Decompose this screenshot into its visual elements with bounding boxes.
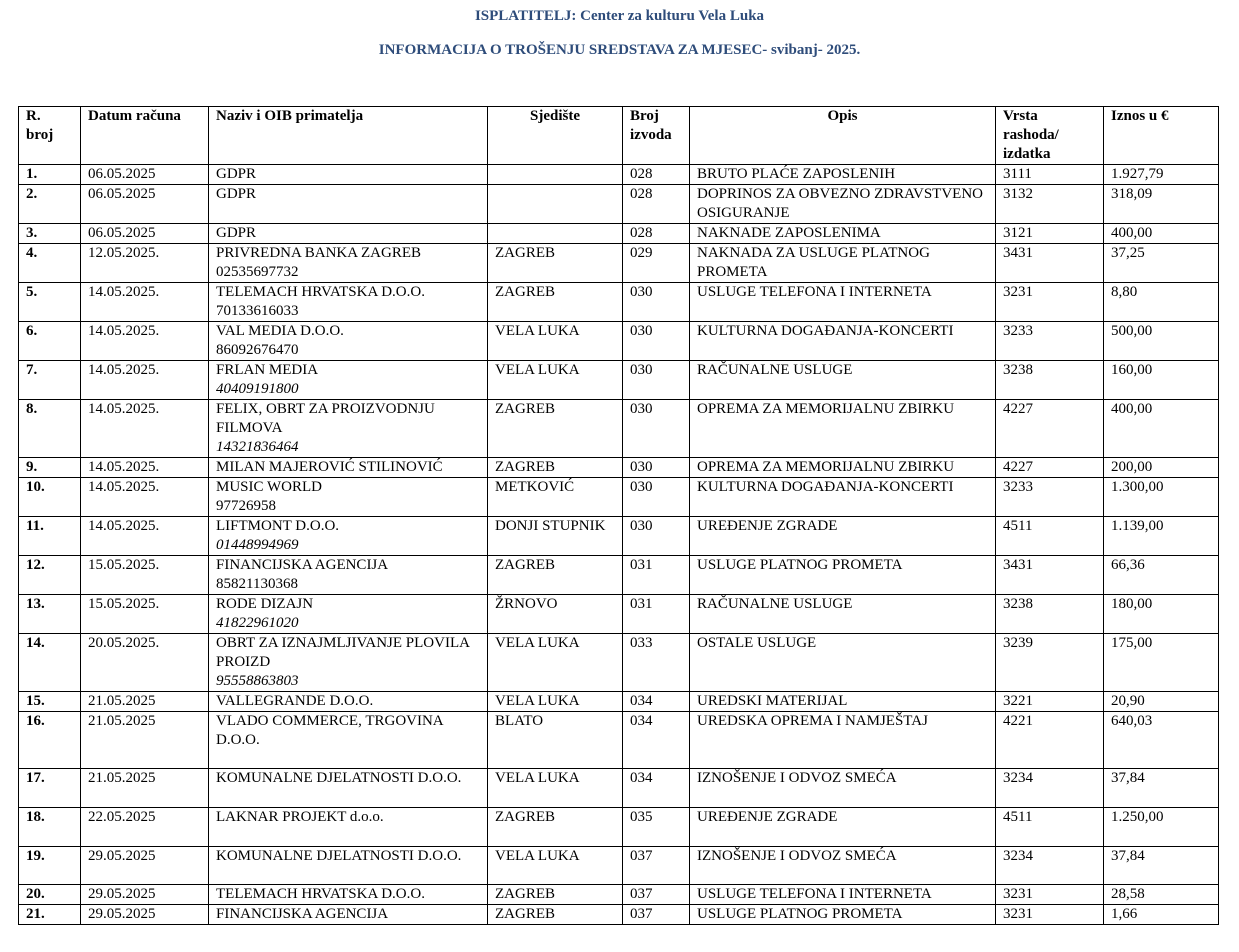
table-row	[19, 400, 1219, 458]
seat: ZAGREB	[488, 283, 623, 322]
row-number: 7.	[19, 361, 81, 400]
recipient-oib: 70133616033	[216, 303, 299, 319]
table-row	[19, 692, 1219, 712]
invoice-date: 20.05.2025.	[81, 634, 209, 692]
recipient-cell	[209, 322, 488, 361]
invoice-date: 14.05.2025.	[81, 478, 209, 517]
recipient-cell	[209, 692, 488, 712]
row-number: 17.	[19, 769, 81, 808]
invoice-date: 21.05.2025	[81, 692, 209, 712]
recipient-name: LIFTMONT D.O.O.	[216, 518, 340, 534]
row-number: 16.	[19, 712, 81, 769]
statement-number: 034	[623, 769, 690, 808]
seat: ZAGREB	[488, 885, 623, 905]
seat: VELA LUKA	[488, 634, 623, 692]
description: USLUGE TELEFONA I INTERNETA	[690, 283, 996, 322]
amount: 400,00	[1104, 400, 1219, 458]
statement-number: 037	[623, 905, 690, 925]
recipient-cell	[209, 165, 488, 185]
recipient-oib: 41822961020	[216, 615, 299, 631]
description: RAČUNALNE USLUGE	[690, 361, 996, 400]
recipient-cell	[209, 634, 488, 692]
statement-number: 029	[623, 244, 690, 283]
seat: VELA LUKA	[488, 692, 623, 712]
table-row	[19, 517, 1219, 556]
expense-type: 3231	[996, 885, 1104, 905]
recipient-cell	[209, 712, 488, 769]
description: USLUGE PLATNOG PROMETA	[690, 905, 996, 925]
expense-type: 4227	[996, 458, 1104, 478]
recipient-cell	[209, 885, 488, 905]
seat: VELA LUKA	[488, 847, 623, 885]
amount: 175,00	[1104, 634, 1219, 692]
table-row	[19, 244, 1219, 283]
expense-type: 3111	[996, 165, 1104, 185]
expense-type: 3431	[996, 556, 1104, 595]
amount: 1.300,00	[1104, 478, 1219, 517]
table-row	[19, 808, 1219, 847]
expense-type: 3221	[996, 692, 1104, 712]
statement-number: 030	[623, 458, 690, 478]
invoice-date: 06.05.2025	[81, 224, 209, 244]
description: DOPRINOS ZA OBVEZNO ZDRAVSTVENO OSIGURANJE	[690, 185, 996, 224]
recipient-oib: 40409191800	[216, 381, 299, 397]
recipient-cell	[209, 556, 488, 595]
col-header-rb: R. broj	[19, 107, 81, 165]
row-number: 18.	[19, 808, 81, 847]
table-row	[19, 634, 1219, 692]
recipient-cell	[209, 400, 488, 458]
seat: VELA LUKA	[488, 769, 623, 808]
col-header-seat: Sjedište	[488, 107, 623, 165]
invoice-date: 15.05.2025.	[81, 595, 209, 634]
recipient-name: PRIVREDNA BANKA ZAGREB	[216, 245, 422, 261]
recipient-name: FRLAN MEDIA	[216, 362, 319, 378]
recipient-cell	[209, 361, 488, 400]
table-header-row	[19, 107, 1219, 165]
recipient-cell	[209, 847, 488, 885]
invoice-date: 21.05.2025	[81, 769, 209, 808]
recipient-cell	[209, 283, 488, 322]
statement-number: 028	[623, 224, 690, 244]
expense-type: 3233	[996, 478, 1104, 517]
recipient-name: GDPR	[216, 186, 257, 202]
expense-type: 3121	[996, 224, 1104, 244]
seat: ZAGREB	[488, 458, 623, 478]
recipient-name: GDPR	[216, 166, 257, 182]
seat: ZAGREB	[488, 244, 623, 283]
row-number: 14.	[19, 634, 81, 692]
row-number: 9.	[19, 458, 81, 478]
row-number: 3.	[19, 224, 81, 244]
amount: 1.139,00	[1104, 517, 1219, 556]
col-header-statement: Broj izvoda	[623, 107, 690, 165]
recipient-cell	[209, 244, 488, 283]
statement-number: 030	[623, 400, 690, 458]
description: UREĐENJE ZGRADE	[690, 808, 996, 847]
recipient-oib: 86092676470	[216, 342, 299, 358]
expense-type: 3234	[996, 847, 1104, 885]
amount: 1.250,00	[1104, 808, 1219, 847]
row-number: 2.	[19, 185, 81, 224]
row-number: 8.	[19, 400, 81, 458]
recipient-cell	[209, 905, 488, 925]
amount: 66,36	[1104, 556, 1219, 595]
table-row	[19, 769, 1219, 808]
amount: 37,84	[1104, 769, 1219, 808]
expense-type: 4227	[996, 400, 1104, 458]
table-row	[19, 478, 1219, 517]
row-number: 13.	[19, 595, 81, 634]
seat	[488, 185, 623, 224]
amount: 200,00	[1104, 458, 1219, 478]
row-number: 10.	[19, 478, 81, 517]
description: NAKNADE ZAPOSLENIMA	[690, 224, 996, 244]
row-number: 4.	[19, 244, 81, 283]
invoice-date: 06.05.2025	[81, 185, 209, 224]
recipient-name: KOMUNALNE DJELATNOSTI D.O.O.	[216, 848, 462, 864]
recipient-cell	[209, 458, 488, 478]
statement-number: 028	[623, 185, 690, 224]
description: USLUGE PLATNOG PROMETA	[690, 556, 996, 595]
recipient-cell	[209, 595, 488, 634]
amount: 8,80	[1104, 283, 1219, 322]
statement-number: 030	[623, 322, 690, 361]
recipient-oib: 01448994969	[216, 537, 299, 553]
expense-type: 4221	[996, 712, 1104, 769]
expense-type: 3231	[996, 905, 1104, 925]
seat: ZAGREB	[488, 556, 623, 595]
description: KULTURNA DOGAĐANJA-KONCERTI	[690, 322, 996, 361]
recipient-name: FINANCIJSKA AGENCIJA	[216, 557, 389, 573]
seat: ZAGREB	[488, 905, 623, 925]
amount: 180,00	[1104, 595, 1219, 634]
table-row	[19, 361, 1219, 400]
description: OSTALE USLUGE	[690, 634, 996, 692]
invoice-date: 14.05.2025.	[81, 322, 209, 361]
description: OPREMA ZA MEMORIJALNU ZBIRKU	[690, 458, 996, 478]
invoice-date: 14.05.2025.	[81, 400, 209, 458]
amount: 37,84	[1104, 847, 1219, 885]
recipient-cell	[209, 517, 488, 556]
description: IZNOŠENJE I ODVOZ SMEĆA	[690, 769, 996, 808]
col-header-expense-type: Vrsta rashoda/ izdatka	[996, 107, 1104, 165]
recipient-oib: 85821130368	[216, 576, 298, 592]
row-number: 1.	[19, 165, 81, 185]
description: UREDSKI MATERIJAL	[690, 692, 996, 712]
col-header-description: Opis	[690, 107, 996, 165]
row-number: 12.	[19, 556, 81, 595]
recipient-cell	[209, 769, 488, 808]
description: USLUGE TELEFONA I INTERNETA	[690, 885, 996, 905]
invoice-date: 14.05.2025.	[81, 458, 209, 478]
statement-number: 030	[623, 478, 690, 517]
table-row	[19, 165, 1219, 185]
row-number: 5.	[19, 283, 81, 322]
recipient-name: TELEMACH HRVATSKA D.O.O.	[216, 284, 425, 300]
row-number: 11.	[19, 517, 81, 556]
recipient-name: VAL MEDIA D.O.O.	[216, 323, 344, 339]
invoice-date: 15.05.2025.	[81, 556, 209, 595]
statement-number: 030	[623, 517, 690, 556]
recipient-name: MUSIC WORLD	[216, 479, 322, 495]
recipient-name: RODE DIZAJN	[216, 596, 314, 612]
table-row	[19, 322, 1219, 361]
statement-number: 031	[623, 595, 690, 634]
description: NAKNADA ZA USLUGE PLATNOG PROMETA	[690, 244, 996, 283]
invoice-date: 22.05.2025	[81, 808, 209, 847]
invoice-date: 14.05.2025.	[81, 517, 209, 556]
amount: 37,25	[1104, 244, 1219, 283]
recipient-name: VLADO COMMERCE, TRGOVINA D.O.O.	[216, 713, 443, 748]
statement-number: 037	[623, 847, 690, 885]
expense-type: 4511	[996, 517, 1104, 556]
amount: 400,00	[1104, 224, 1219, 244]
recipient-name: LAKNAR PROJEKT d.o.o.	[216, 809, 384, 825]
amount: 318,09	[1104, 185, 1219, 224]
row-number: 6.	[19, 322, 81, 361]
statement-number: 034	[623, 692, 690, 712]
amount: 1.927,79	[1104, 165, 1219, 185]
expense-type: 3234	[996, 769, 1104, 808]
recipient-name: FELIX, OBRT ZA PROIZVODNJU FILMOVA	[216, 401, 435, 436]
expense-type: 3431	[996, 244, 1104, 283]
table-row	[19, 283, 1219, 322]
invoice-date: 29.05.2025	[81, 847, 209, 885]
row-number: 19.	[19, 847, 81, 885]
invoice-date: 21.05.2025	[81, 712, 209, 769]
description: BRUTO PLAĆE ZAPOSLENIH	[690, 165, 996, 185]
description: IZNOŠENJE I ODVOZ SMEĆA	[690, 847, 996, 885]
amount: 20,90	[1104, 692, 1219, 712]
recipient-name: OBRT ZA IZNAJMLJIVANJE PLOVILA PROIZD	[216, 635, 470, 670]
seat: ZAGREB	[488, 400, 623, 458]
statement-number: 028	[623, 165, 690, 185]
table-row	[19, 224, 1219, 244]
row-number: 20.	[19, 885, 81, 905]
expense-type: 3132	[996, 185, 1104, 224]
payer-title: ISPLATITELJ: Center za kulturu Vela Luka	[474, 8, 765, 24]
statement-number: 034	[623, 712, 690, 769]
table-row	[19, 185, 1219, 224]
seat: METKOVIĆ	[488, 478, 623, 517]
expenditure-table	[18, 106, 1219, 925]
seat: VELA LUKA	[488, 322, 623, 361]
table-body	[19, 165, 1219, 925]
recipient-name: TELEMACH HRVATSKA D.O.O.	[216, 886, 425, 902]
invoice-date: 14.05.2025.	[81, 361, 209, 400]
recipient-name: VALLEGRANDE D.O.O.	[216, 693, 374, 709]
recipient-oib: 02535697732	[216, 264, 299, 280]
seat: ŽRNOVO	[488, 595, 623, 634]
recipient-oib: 95558863803	[216, 673, 299, 689]
seat: BLATO	[488, 712, 623, 769]
recipient-cell	[209, 224, 488, 244]
description: RAČUNALNE USLUGE	[690, 595, 996, 634]
seat: DONJI STUPNIK	[488, 517, 623, 556]
row-number: 15.	[19, 692, 81, 712]
recipient-cell	[209, 185, 488, 224]
amount: 640,03	[1104, 712, 1219, 769]
col-header-amount: Iznos u €	[1104, 107, 1219, 165]
invoice-date: 12.05.2025.	[81, 244, 209, 283]
description: KULTURNA DOGAĐANJA-KONCERTI	[690, 478, 996, 517]
expense-type: 3238	[996, 361, 1104, 400]
expense-type: 4511	[996, 808, 1104, 847]
statement-number: 031	[623, 556, 690, 595]
recipient-name: KOMUNALNE DJELATNOSTI D.O.O.	[216, 770, 462, 786]
seat: ZAGREB	[488, 808, 623, 847]
statement-number: 037	[623, 885, 690, 905]
amount: 500,00	[1104, 322, 1219, 361]
recipient-name: MILAN MAJEROVIĆ STILINOVIĆ	[216, 459, 443, 475]
table-row	[19, 905, 1219, 925]
statement-number: 035	[623, 808, 690, 847]
table-row	[19, 712, 1219, 769]
statement-number: 030	[623, 361, 690, 400]
statement-number: 030	[623, 283, 690, 322]
recipient-oib: 14321836464	[216, 439, 299, 455]
amount: 1,66	[1104, 905, 1219, 925]
recipient-cell	[209, 478, 488, 517]
row-number: 21.	[19, 905, 81, 925]
table-row	[19, 556, 1219, 595]
col-header-date: Datum računa	[81, 107, 209, 165]
seat	[488, 224, 623, 244]
expense-type: 3231	[996, 283, 1104, 322]
description: OPREMA ZA MEMORIJALNU ZBIRKU	[690, 400, 996, 458]
invoice-date: 29.05.2025	[81, 885, 209, 905]
recipient-name: GDPR	[216, 225, 257, 241]
table-row	[19, 885, 1219, 905]
amount: 160,00	[1104, 361, 1219, 400]
amount: 28,58	[1104, 885, 1219, 905]
invoice-date: 29.05.2025	[81, 905, 209, 925]
col-header-recipient: Naziv i OIB primatelja	[209, 107, 488, 165]
table-row	[19, 595, 1219, 634]
table-row	[19, 458, 1219, 478]
seat: VELA LUKA	[488, 361, 623, 400]
description: UREDSKA OPREMA I NAMJEŠTAJ	[690, 712, 996, 769]
seat	[488, 165, 623, 185]
invoice-date: 14.05.2025.	[81, 283, 209, 322]
invoice-date: 06.05.2025	[81, 165, 209, 185]
description: UREĐENJE ZGRADE	[690, 517, 996, 556]
statement-number: 033	[623, 634, 690, 692]
recipient-name: FINANCIJSKA AGENCIJA	[216, 906, 389, 922]
report-subtitle: INFORMACIJA O TROŠENJU SREDSTAVA ZA MJESEC- svibanj- 2025.	[378, 42, 861, 58]
expense-type: 3238	[996, 595, 1104, 634]
table-row	[19, 847, 1219, 885]
recipient-cell	[209, 808, 488, 847]
recipient-oib: 97726958	[216, 498, 276, 514]
expense-type: 3239	[996, 634, 1104, 692]
expense-type: 3233	[996, 322, 1104, 361]
